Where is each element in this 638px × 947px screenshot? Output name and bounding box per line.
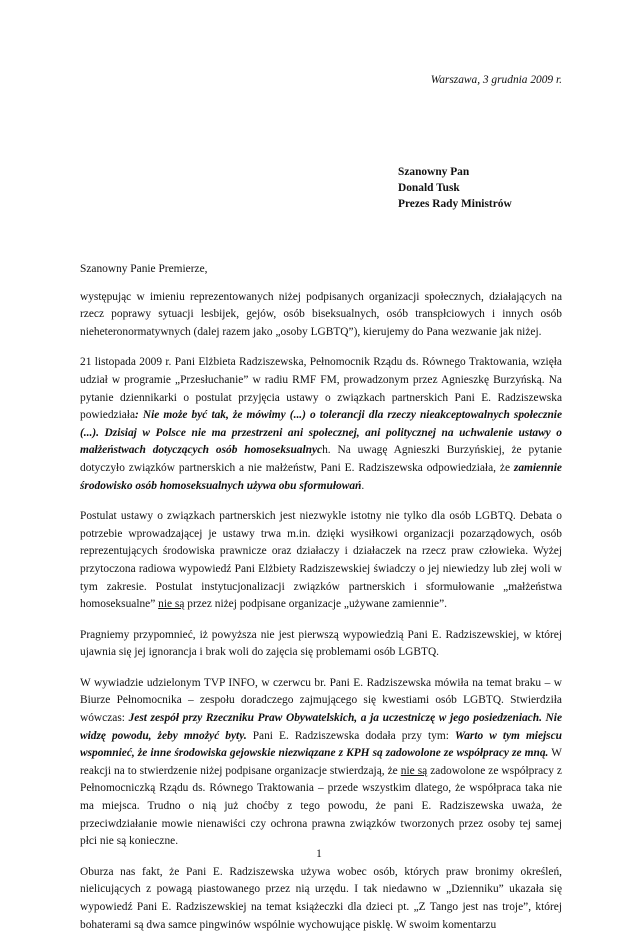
text-run: przez niżej podpisane organizacje „używane zamiennie”. <box>184 598 447 611</box>
text-run: zadowolone ze współpracy z Pełnomocniczką Rządu ds. Równego Traktowania – przede wszystkim dlatego, że współpraca taka nie ma miejsca. Trudno o nią już choćby z tego powodu, że pani E. Radziszewska uważa, że przeciwdziałanie mowie nienawiści czy ochrona prawna związków tworzonych przez osoby tej samej płci nie są konieczne. <box>80 764 562 848</box>
quote-emphasis: zamiennie środowisko osób homoseksualnych używa obu sformułowań <box>80 461 562 492</box>
text-run: . <box>361 479 365 492</box>
underlined-text: nie są <box>158 598 185 611</box>
addressee-line-salutation: Szanowny Pan <box>398 166 470 178</box>
letter-date: Warszawa, 3 grudnia 2009 r. <box>430 74 562 86</box>
text-run: Postulat ustawy o związkach partnerskich jest niezwykle istotny nie tylko dla osób LGBTQ. Debata o potrzebie wprowadzającej je ustawy trwa m.in. dzięki wysiłkowi organizacji pozarządowych, osób reprezentujących środowiska prawnicze oraz działaczy i działaczek na rzecz praw człowieka. Wyżej przytoczona radiowa wypowiedź Pani Elżbiety Radziszewskiej świadczy o jej niewiedzy lub złej woli w tym zakresie. Postulat instytucjonalizacji związków partnerskich i sformułowanie „małżeństwa homoseksualne” <box>80 510 562 611</box>
addressee-block <box>398 165 512 212</box>
paragraph-postulate <box>80 508 562 614</box>
paragraph-reminder: Pragniemy przypomnieć, iż powyższa nie jest pierwszą wypowiedzią Pani E. Radziszewskiej, w której ujawnia się jej ignorancja i brak woli do zajęcia się problemami osób LGBTQ. <box>80 628 562 659</box>
salutation: Szanowny Panie Premierze, <box>80 263 208 275</box>
quote-emphasis: Warto w tym miejscu wspomnieć, że inne środowiska gejowskie niezwiązane z KPH są zadowolone ze współpracy ze mną. <box>80 729 563 760</box>
text-run: h. Na uwagę Agnieszki Burzyńskiej, że pytanie dotyczyło związków partnerskich a nie małżeństw, Pani E. Radziszewska odpowiedziała, że <box>80 444 562 474</box>
paragraph-radio-statement <box>80 354 562 495</box>
underlined-text: nie są <box>400 764 428 777</box>
quote-emphasis: : Nie może być tak, że mówimy (...) o tolerancji dla rzeczy nieakceptowalnych społecznie (...). Dzisiaj w Polsce nie ma przestrzeni ani społecznej, ani politycznej na uchwalenie ustawy o małżeństwach dotyczących osób homoseksualnyc <box>80 409 562 457</box>
text-run: Pani E. Radziszewska dodała przy tym: <box>246 729 455 742</box>
quote-emphasis: Jest zespół przy Rzeczniku Praw Obywatelskich, a ja uczestniczę w jego posiedzeniach. Nie widzę powodu, żeby mnożyć byty. <box>80 712 563 742</box>
page-number: 1 <box>316 848 322 860</box>
letter-body <box>80 261 562 947</box>
addressee-line-name: Donald Tusk <box>398 181 460 194</box>
paragraph-outrage: Oburza nas fakt, że Pani E. Radziszewska używa wobec osób, których praw bronimy określeń, nielicujących z powagą piastowanego przez nią urzędu. I tak niedawno w „Dzienniku” ukazała się wypowiedź Pani E. Radziszewskiej na temat książeczki dla dzieci pt. „Z Tango jest nas troje”, której bohaterami są dwa samce pingwinów wspólnie wychowujące pisklę. W swoim komentarzu <box>80 865 562 931</box>
paragraph-intro: występując w imieniu reprezentowanych niżej podpisanych organizacji społecznych, działających na rzecz poprawy sytuacji lesbijek, gejów, osób biseksualnych, osób transpłciowych i innych osób nieheteronormatywnych (dalej razem jako „osoby LGBTQ”), kierujemy do Pana wezwanie jak niżej. <box>80 290 562 338</box>
paragraph-tvp-interview <box>80 675 562 851</box>
text-run: 21 listopada 2009 r. Pani Elżbieta Radziszewska, Pełnomocnik Rządu ds. Równego Traktowania, wzięła udział w programie „Przesłuchanie” w radiu RMF FM, prowadzonym przez Agnieszkę Burzyńską. Na pytanie dziennikarki o postulat przyjęcia ustawy o związkach partnerskich Pani E. Radziszewska powiedziała <box>80 356 562 422</box>
addressee-line-title: Prezes Rady Ministrów <box>398 197 512 210</box>
text-run: W wywiadzie udzielonym TVP INFO, w czerwcu br. Pani E. Radziszewska mówiła na temat braku – w Biurze Pełnomocnika – zespołu doradczego zajmującego się kwestiami osób LGBTQ. Stwierdziła wówczas: <box>80 676 562 725</box>
text-run: W reakcji na to stwierdzenie niżej podpisane organizacje stwierdzają, że <box>80 747 562 777</box>
